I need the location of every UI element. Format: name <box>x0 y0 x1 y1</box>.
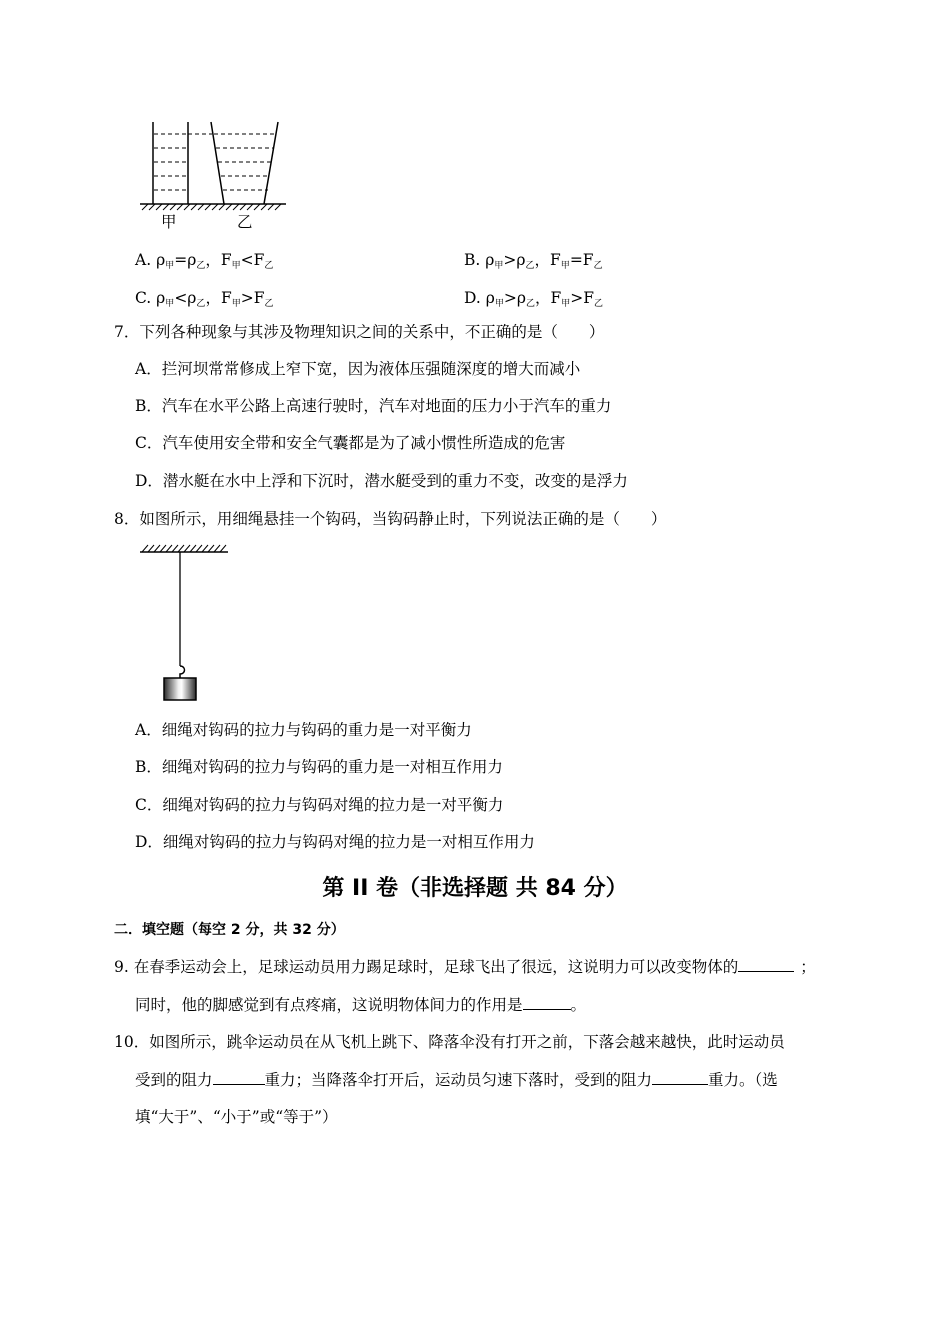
q9-blank-1[interactable] <box>738 957 794 972</box>
section-heading: 二．填空题（每空 2 分，共 32 分） <box>114 922 345 938</box>
q10-line-3: 填“大于”、“小于”或“等于”） <box>135 1108 338 1126</box>
hanging-weight-figure <box>136 542 236 704</box>
q6-option-b[interactable]: B. ρ甲>ρ乙，F甲=F乙 <box>464 251 603 271</box>
q8-option-c[interactable]: C．细绳对钩码的拉力与钩码对绳的拉力是一对平衡力 <box>135 796 504 814</box>
q6-option-a[interactable]: A. ρ甲=ρ乙，F甲<F乙 <box>135 251 274 271</box>
q8-option-a[interactable]: A．细绳对钩码的拉力与钩码的重力是一对平衡力 <box>135 721 472 739</box>
q7-stem: 7．下列各种现象与其涉及物理知识之间的关系中，不正确的是（ ） <box>114 323 605 341</box>
q9-line-2: 同时，他的脚感觉到有点疼痛，这说明物体间力的作用是 。 <box>135 996 587 1014</box>
part2-title: 第 II 卷（非选择题 共 84 分） <box>322 876 628 901</box>
q8-option-b[interactable]: B．细绳对钩码的拉力与钩码的重力是一对相互作用力 <box>135 758 503 776</box>
q9-blank-2[interactable] <box>523 995 571 1010</box>
containers-figure <box>136 118 291 238</box>
q10-blank-1[interactable] <box>213 1070 265 1085</box>
q7-option-b[interactable]: B．汽车在水平公路上高速行驶时，汽车对地面的压力小于汽车的重力 <box>135 397 612 415</box>
q7-option-d[interactable]: D．潜水艇在水中上浮和下沉时，潜水艇受到的重力不变，改变的是浮力 <box>135 472 628 490</box>
q10-blank-2[interactable] <box>652 1070 708 1085</box>
q7-option-a[interactable]: A．拦河坝常常修成上窄下宽，因为液体压强随深度的增大而减小 <box>135 360 581 378</box>
q8-option-d[interactable]: D．细绳对钩码的拉力与钩码对绳的拉力是一对相互作用力 <box>135 833 535 851</box>
q6-option-d[interactable]: D. ρ甲>ρ乙，F甲>F乙 <box>464 289 604 309</box>
q6-option-c[interactable]: C. ρ甲<ρ乙，F甲>F乙 <box>135 289 274 309</box>
label-jia: 甲 <box>161 213 177 231</box>
q7-option-c[interactable]: C．汽车使用安全带和安全气囊都是为了减小惯性所造成的危害 <box>135 434 566 452</box>
q8-stem: 8．如图所示，用细绳悬挂一个钩码，当钩码静止时，下列说法正确的是（ ） <box>114 510 667 528</box>
q9-line-1: 9. 在春季运动会上，足球运动员用力踢足球时，足球飞出了很远，这说明力可以改变物体的 ； <box>114 958 816 976</box>
label-yi: 乙 <box>237 213 253 231</box>
q10-line-1: 10．如图所示，跳伞运动员在从飞机上跳下、降落伞没有打开之前，下落会越来越快，此时运动员 <box>114 1033 785 1051</box>
q10-line-2: 受到的阻力 重力；当降落伞打开后，运动员匀速下落时，受到的阻力 重力。（选 <box>135 1071 778 1089</box>
